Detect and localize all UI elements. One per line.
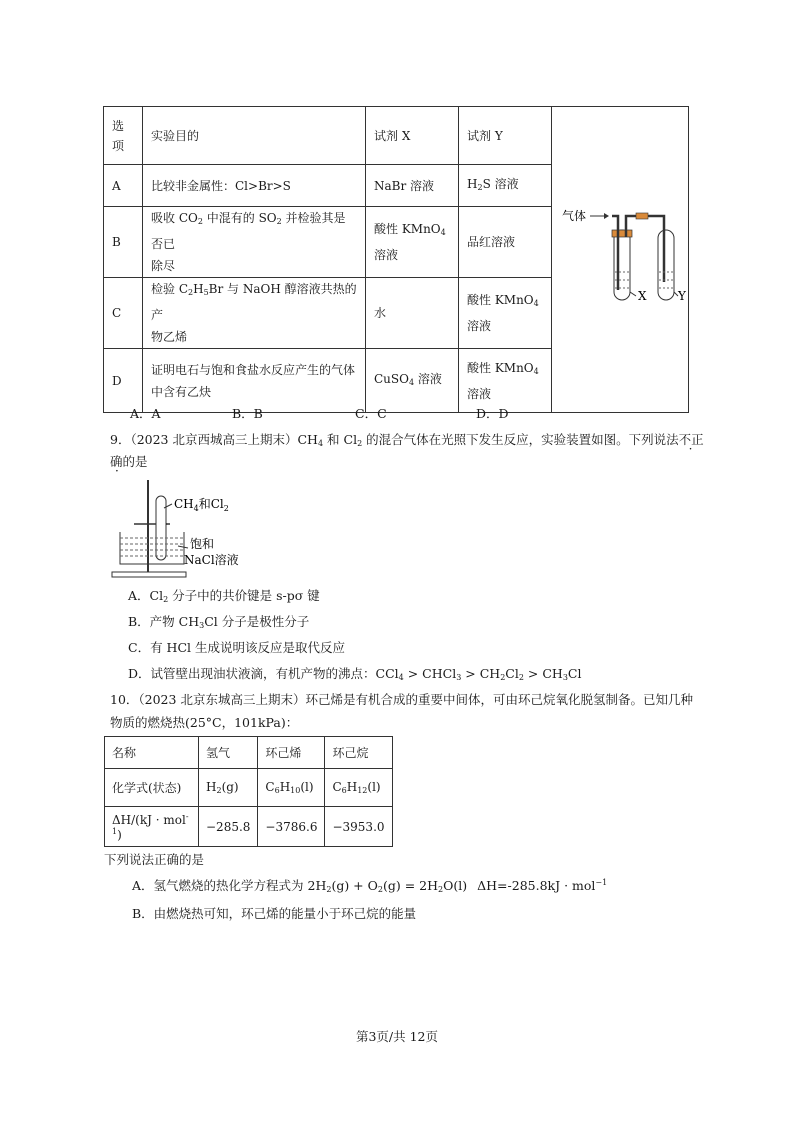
- q9-stem-sub1: 4: [317, 439, 324, 448]
- q9-stem-line2: [110, 452, 148, 470]
- header-y: [459, 107, 552, 165]
- c6h12-sub1: 6: [341, 786, 347, 795]
- row-d-x-1: CuSO: [374, 371, 409, 386]
- row-c-goal-sub2: 5: [203, 288, 209, 297]
- row-a-y-sub: 2: [477, 182, 483, 192]
- q10-enthalpy-hydrogen: −285.8: [199, 807, 258, 847]
- row-c-goal-1: 检验 C: [151, 282, 188, 296]
- q10-formula-c6h10: [258, 769, 325, 807]
- row-a-x: NaBr 溶液: [366, 165, 459, 207]
- q9-stem-line1: [110, 430, 704, 448]
- row-d-x: [366, 349, 459, 413]
- q9-option-b-2: Cl 分子是极性分子: [204, 614, 310, 629]
- q10-enthalpy-label: [105, 807, 199, 847]
- q10-option-a-sup: −1: [595, 877, 608, 887]
- table-row: [105, 769, 393, 807]
- row-b-goal: [143, 207, 366, 278]
- q9-option-a-sub: 2: [163, 595, 169, 604]
- header-option-text: 选项: [112, 118, 125, 153]
- row-d-y-2: 溶液: [467, 386, 492, 401]
- c6h12-sub2: 12: [357, 786, 368, 795]
- solution-label-2: NaCl溶液: [184, 553, 239, 567]
- header-goal: [143, 107, 366, 165]
- q9-option-d-sub5: 3: [562, 673, 568, 682]
- q9-option-c[interactable]: C．有 HCl 生成说明该反应是取代反应: [128, 640, 345, 655]
- row-b-x: [366, 207, 459, 278]
- row-b-x-1: 酸性 KMnO: [374, 222, 441, 236]
- row-b-goal-4: 除尽: [151, 259, 176, 273]
- q10-header-cyclohexane: 环己烷: [325, 737, 392, 769]
- c6h10-1: C: [265, 780, 275, 794]
- q10-header-hydrogen: 氢气: [199, 737, 258, 769]
- row-c-goal-2: H: [193, 282, 204, 296]
- row-c-goal-3: Br 与 NaOH 醇溶液共热的产: [151, 282, 357, 322]
- row-a-y-1: H: [467, 176, 478, 191]
- q10-header-cyclohexene: 环己烯: [258, 737, 325, 769]
- q10-option-a-sub2: 2: [377, 885, 383, 894]
- row-a-option: A: [104, 165, 143, 207]
- q9-stem-sub2: 2: [357, 439, 363, 448]
- q10-table: [104, 736, 393, 847]
- row-c-goal-4: 物乙烯: [151, 330, 188, 344]
- c6h10-3: (l): [300, 780, 314, 794]
- q9-option-d-4: Cl: [505, 666, 519, 681]
- q10-option-a-5: ΔH=-285.8kJ · mol: [477, 878, 596, 893]
- q9-stem-3: 的混合气体在光照下发生反应，实验装置如图。下列说法: [362, 432, 679, 447]
- h2-2: (g): [221, 780, 239, 794]
- q9-option-a[interactable]: [128, 586, 320, 604]
- header-goal-text: 实验目的: [151, 128, 200, 143]
- q8-choice-c[interactable]: C．C: [355, 406, 387, 421]
- q10-option-a-2: (g) + O: [331, 878, 378, 893]
- q10-enthalpy-cyclohexene: −3786.6: [258, 807, 325, 847]
- q10-option-a-1: A．氢气燃烧的热化学方程式为 2H: [132, 878, 327, 893]
- q10-option-a[interactable]: [132, 876, 607, 894]
- row-d-x-sub: 4: [408, 377, 415, 387]
- row-d-goal-2: 中含有乙炔: [151, 384, 212, 399]
- q9-option-d-sub1: 4: [398, 673, 404, 682]
- c6h12-1: C: [332, 780, 342, 794]
- q9-stem-4: 的是: [122, 454, 148, 469]
- q9-option-b-sub: 3: [199, 621, 205, 630]
- q10-stem-line1: 10．（2023 北京东城高三上期末）环己烯是有机合成的重要中间体，可由环己烷氧化脱氢制备。已知几种: [110, 692, 693, 707]
- row-b-goal-2: 中混有的 SO: [202, 211, 277, 225]
- q10-option-b[interactable]: B．由燃烧热可知，环己烯的能量小于环己烷的能量: [132, 906, 417, 921]
- q8-choice-b[interactable]: B．B: [232, 406, 263, 421]
- row-c-y-2: 溶液: [467, 319, 492, 333]
- y-tube-label: Y: [678, 288, 686, 303]
- q10-option-a-4: O(l): [443, 878, 468, 893]
- c6h12-2: H: [346, 780, 358, 794]
- q9-option-b[interactable]: [128, 612, 309, 630]
- q10-formula-label: 化学式(状态): [105, 769, 199, 807]
- methane-chlorination-apparatus-figure: [108, 478, 268, 584]
- q10-option-a-sub3: 2: [438, 885, 444, 894]
- header-x: [366, 107, 459, 165]
- enthalpy-label-1: ΔH/(kJ · mol: [112, 812, 186, 827]
- row-b-option: B: [104, 207, 143, 278]
- table-row: [105, 807, 393, 847]
- row-c-goal-sub1: 2: [188, 288, 194, 297]
- h2-sub: 2: [216, 786, 222, 795]
- row-d-option: D: [104, 349, 143, 413]
- row-c-y-sub: 4: [533, 299, 539, 308]
- q10-stem-line2: 物质的燃烧热(25°C，101kPa)：: [110, 715, 299, 730]
- c6h10-sub1: 6: [274, 786, 280, 795]
- q9-option-d-sub3: 2: [500, 673, 506, 682]
- row-d-goal: [143, 349, 366, 413]
- row-a-goal: 比较非金属性：Cl>Br>S: [143, 165, 366, 207]
- q8-choice-d[interactable]: D．D: [476, 406, 509, 421]
- c6h10-sub2: 10: [290, 786, 301, 795]
- q10-formula-c6h12: [325, 769, 392, 807]
- solution-label-1: 饱和: [190, 537, 215, 551]
- row-c-goal: [143, 278, 366, 349]
- row-d-x-2: 溶液: [414, 371, 442, 386]
- q9-option-d[interactable]: [128, 664, 581, 682]
- q9-option-a-1: A．Cl: [128, 588, 164, 603]
- q9-option-d-1: D．试管壁出现油状液滴，有机产物的沸点：CCl: [128, 666, 399, 681]
- enthalpy-label-2: ): [117, 827, 122, 842]
- q9-option-d-6: Cl: [567, 666, 582, 681]
- q10-enthalpy-cyclohexane: −3953.0: [325, 807, 392, 847]
- gas-mixture-label: $CH_4$和$Cl_2$: [174, 497, 229, 513]
- table-row: [105, 737, 393, 769]
- q9-option-d-3: > CH: [461, 666, 501, 681]
- x-tube-label: X: [638, 288, 647, 303]
- q8-table: [103, 106, 689, 413]
- h2-1: H: [206, 780, 217, 794]
- gas-wash-apparatus-figure: [552, 112, 688, 408]
- row-d-y-1: 酸性 KMnO: [467, 360, 534, 375]
- q9-option-d-sub2: 3: [456, 673, 462, 682]
- c6h10-2: H: [279, 780, 291, 794]
- q8-choice-a[interactable]: A．A: [130, 406, 161, 421]
- q9-stem-emphasis2: 确: [110, 454, 123, 469]
- q9-option-d-sub4: 2: [518, 673, 524, 682]
- row-a-y-2: S 溶液: [482, 176, 519, 191]
- q9-stem-1: 9．（2023 北京西城高三上期末）CH: [110, 432, 318, 447]
- row-c-option: C: [104, 278, 143, 349]
- header-option: [104, 107, 143, 165]
- row-d-y-sub: 4: [533, 366, 539, 376]
- row-c-y: [459, 278, 552, 349]
- header-x-text: 试剂 X: [374, 128, 411, 143]
- page-footer: 第3页/共 12页: [355, 1029, 439, 1044]
- q10-option-a-3: (g) = 2H: [382, 878, 439, 893]
- gas-label: 气体: [562, 208, 587, 223]
- row-b-y: 品红溶液: [459, 207, 552, 278]
- enthalpy-label-sup: -1: [112, 811, 189, 836]
- row-b-goal-sub2: 2: [276, 217, 282, 226]
- c6h12-3: (l): [367, 780, 381, 794]
- q10-follow: 下列说法正确的是: [104, 852, 205, 867]
- q9-option-d-2: > CHCl: [403, 666, 457, 681]
- row-b-x-sub: 4: [440, 228, 446, 237]
- row-d-goal-1: 证明电石与饱和食盐水反应产生的气体: [151, 362, 356, 377]
- q9-option-a-2: 分子中的共价键是 s-pσ 键: [168, 588, 320, 603]
- q9-stem-2: 和 Cl: [323, 432, 358, 447]
- row-b-goal-1: 吸收 CO: [151, 211, 198, 225]
- row-d-y: [459, 349, 552, 413]
- q10-formula-h2: [199, 769, 258, 807]
- q10-header-name: 名称: [105, 737, 199, 769]
- row-c-y-1: 酸性 KMnO: [467, 293, 534, 307]
- q9-stem-emphasis: 不正: [678, 432, 704, 447]
- q10-option-a-sub1: 2: [326, 885, 332, 894]
- apparatus-cell: [552, 107, 689, 413]
- q9-option-d-5: > CH: [523, 666, 563, 681]
- row-c-x: 水: [366, 278, 459, 349]
- header-y-text: 试剂 Y: [467, 128, 503, 143]
- q9-option-b-1: B．产物 CH: [128, 614, 200, 629]
- row-b-goal-3: 并检验其是否已: [151, 211, 346, 251]
- row-b-goal-sub1: 2: [197, 217, 203, 226]
- row-b-x-2: 溶液: [374, 248, 399, 262]
- row-a-y: [459, 165, 552, 207]
